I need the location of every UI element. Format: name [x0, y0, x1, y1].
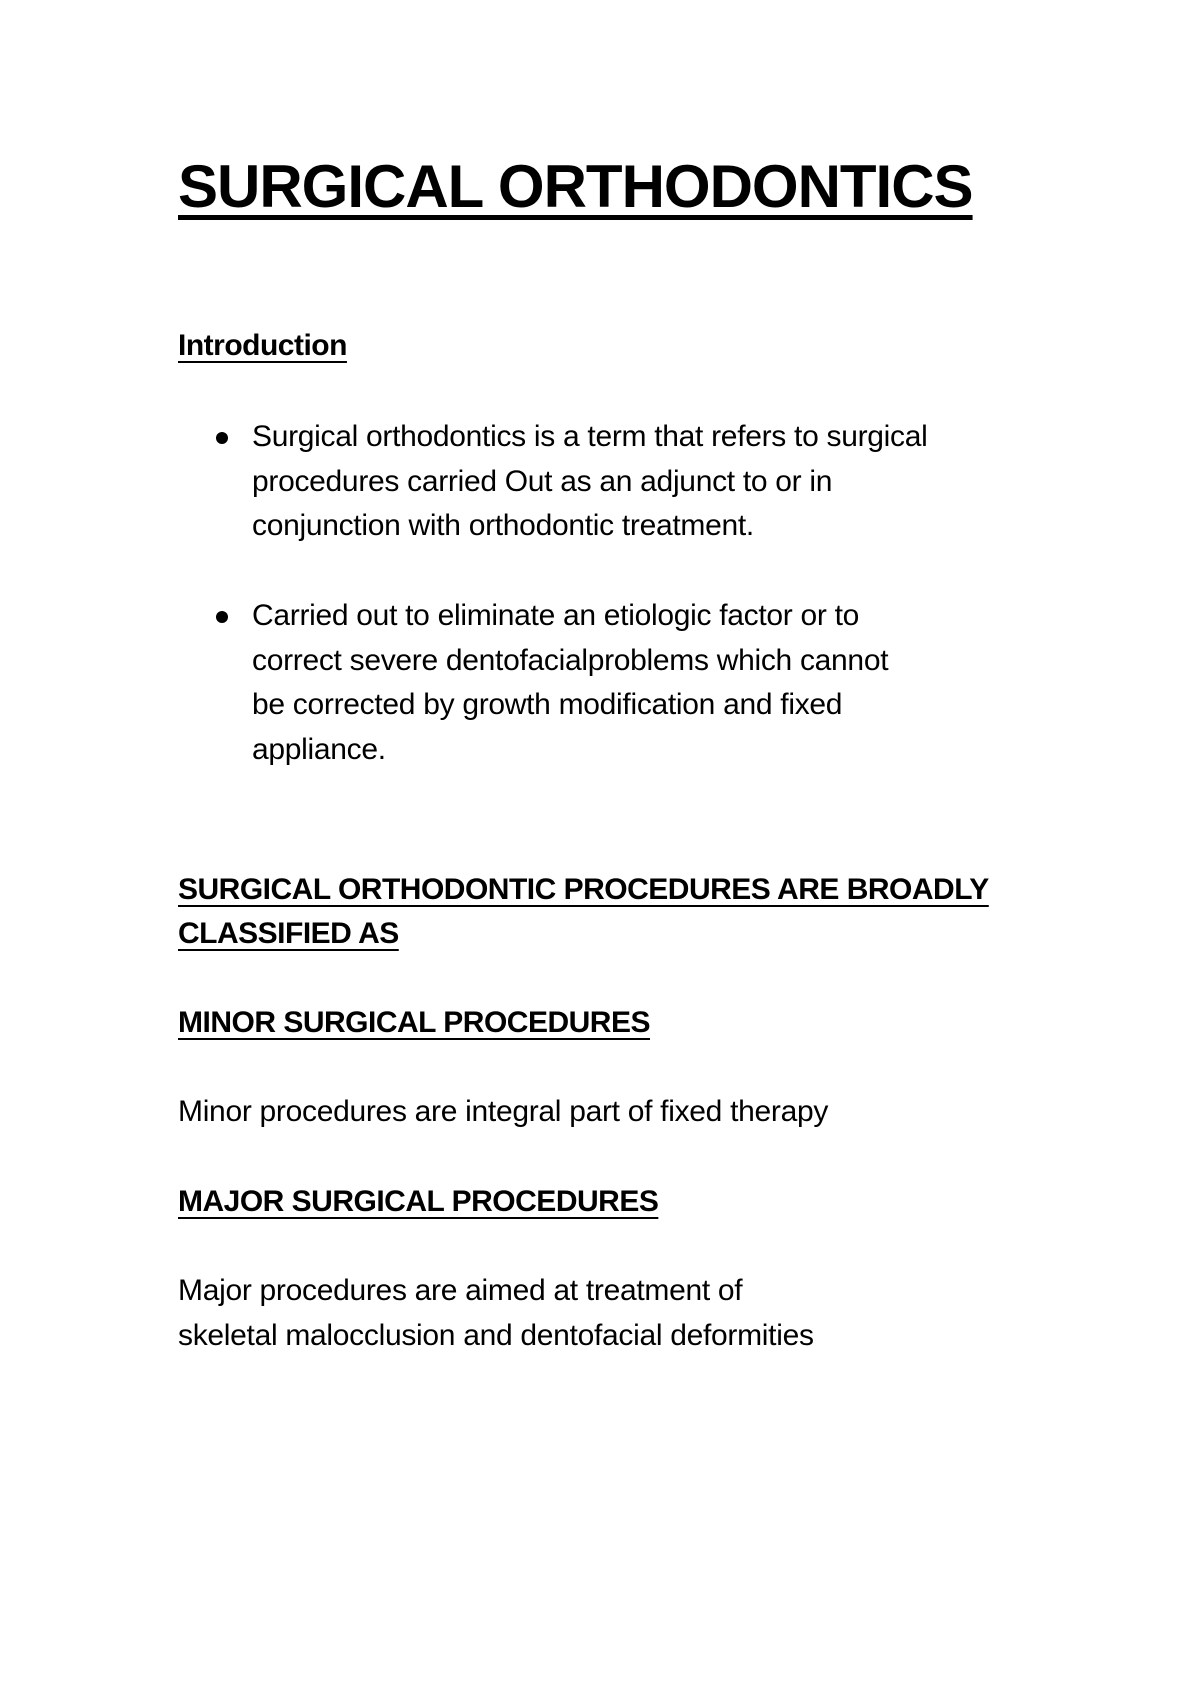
- major-procedures-text: [178, 1269, 1078, 1358]
- page-title: SURGICAL ORTHODONTICS: [178, 153, 973, 220]
- introduction-bullet-list: [178, 415, 1058, 549]
- bullet-line: correct severe dentofacialproblems which cannot: [252, 643, 889, 677]
- introduction-bullet-list-2: [178, 594, 1058, 772]
- minor-procedures-text: Minor procedures are integral part of fixed therapy: [178, 1095, 829, 1128]
- bullet-line: appliance.: [252, 732, 386, 766]
- bullet-line: procedures carried Out as an adjunct to or in: [252, 464, 833, 498]
- bullet-item-2: [178, 594, 1058, 772]
- bullet-line: Surgical orthodontics is a term that refers to surgical: [252, 420, 928, 453]
- major-procedures-heading: MAJOR SURGICAL PROCEDURES: [178, 1185, 659, 1218]
- bullet-dot-icon: [216, 611, 228, 623]
- introduction-heading: Introduction: [178, 329, 347, 362]
- bullet-item-1: [178, 415, 1058, 549]
- classification-heading-line: CLASSIFIED AS: [178, 917, 399, 950]
- bullet-line: Carried out to eliminate an etiologic factor or to: [252, 599, 859, 632]
- bullet-line: conjunction with orthodontic treatment.: [252, 509, 754, 542]
- bullet-line: be corrected by growth modification and fixed: [252, 688, 843, 721]
- major-procedures-line: skeletal malocclusion and dentofacial deformities: [178, 1318, 814, 1352]
- minor-procedures-heading: MINOR SURGICAL PROCEDURES: [178, 1006, 650, 1039]
- classification-heading: [178, 868, 989, 956]
- major-procedures-line: Major procedures are aimed at treatment of: [178, 1274, 743, 1307]
- classification-heading-line: SURGICAL ORTHODONTIC PROCEDURES ARE BROADLY: [178, 873, 989, 906]
- bullet-dot-icon: [216, 432, 228, 444]
